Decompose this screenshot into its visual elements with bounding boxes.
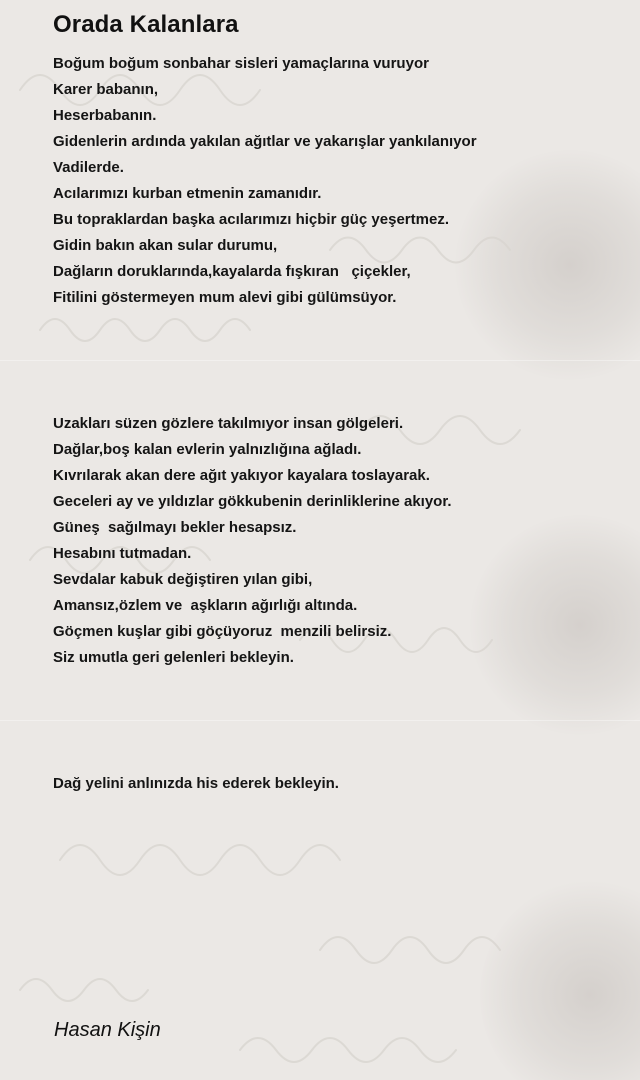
poem-line: Amansız,özlem ve aşkların ağırlığı altında.: [53, 597, 358, 614]
poem-line: Fitilini göstermeyen mum alevi gibi gülümsüyor.: [53, 289, 397, 306]
poem-line: Geceleri ay ve yıldızlar gökkubenin derinliklerine akıyor.: [53, 493, 452, 510]
poem-line: Hesabını tutmadan.: [53, 545, 192, 562]
poem-line: Siz umutla geri gelenleri bekleyin.: [53, 649, 294, 666]
poem-line: Dağlar,boş kalan evlerin yalnızlığına ağladı.: [53, 441, 362, 458]
poem-line: Bu topraklardan başka acılarımızı hiçbir güç yeşertmez.: [53, 211, 449, 228]
poem-line: Acılarımızı kurban etmenin zamanıdır.: [53, 185, 322, 202]
poem-line: Boğum boğum sonbahar sisleri yamaçlarına vuruyor: [53, 55, 429, 72]
poem-line: Gidin bakın akan sular durumu,: [53, 237, 278, 254]
poem-line: Göçmen kuşlar gibi göçüyoruz menzili belirsiz.: [53, 623, 392, 640]
poem-line: Dağların doruklarında,kayalarda fışkıran çiçekler,: [53, 263, 411, 280]
stanza-3: [53, 771, 339, 797]
poem-line: Sevdalar kabuk değiştiren yılan gibi,: [53, 571, 313, 588]
poem-line: Kıvrılarak akan dere ağıt yakıyor kayalara toslayarak.: [53, 467, 430, 484]
poem-author: Hasan Kişin: [54, 1019, 161, 1041]
poem-line: Heserbabanın.: [53, 107, 157, 124]
poem-line: Dağ yelini anlınızda his ederek bekleyin.: [53, 775, 339, 792]
poem-title: Orada Kalanlara: [53, 11, 239, 38]
poem-line: Gidenlerin ardında yakılan ağıtlar ve yakarışlar yankılanıyor: [53, 133, 477, 150]
poem-line: Vadilerde.: [53, 159, 124, 176]
poem-line: Uzakları süzen gözlere takılmıyor insan gölgeleri.: [53, 415, 404, 432]
stanza-2: [53, 411, 452, 671]
stanza-1: [53, 51, 477, 311]
poem-line: Güneş sağılmayı bekler hesapsız.: [53, 519, 297, 536]
poem-line: Karer babanın,: [53, 81, 159, 98]
